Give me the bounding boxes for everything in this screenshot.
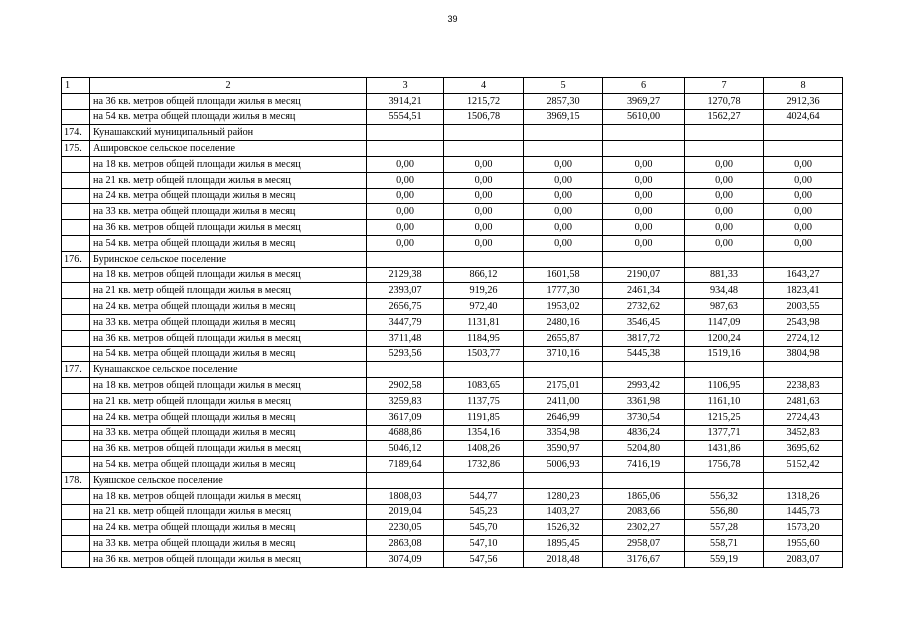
- value-cell: [444, 251, 524, 267]
- value-cell: 934,48: [685, 283, 764, 299]
- value-cell: 2083,07: [764, 551, 843, 567]
- table-row: [62, 172, 843, 188]
- value-cell: [367, 362, 444, 378]
- value-cell: 547,56: [444, 551, 524, 567]
- column-header: 8: [764, 78, 843, 94]
- value-cell: 0,00: [685, 235, 764, 251]
- value-cell: 0,00: [764, 204, 843, 220]
- section-title: Кунашакский муниципальный район: [90, 125, 367, 141]
- value-cell: 0,00: [603, 220, 685, 236]
- value-cell: 3590,97: [524, 441, 603, 457]
- table-row: [62, 93, 843, 109]
- table-row: [62, 299, 843, 315]
- value-cell: 0,00: [524, 172, 603, 188]
- row-number: [62, 457, 90, 473]
- value-cell: [764, 125, 843, 141]
- value-cell: [524, 362, 603, 378]
- section-row: [62, 141, 843, 157]
- value-cell: 0,00: [524, 235, 603, 251]
- table-row: [62, 204, 843, 220]
- value-cell: 1526,32: [524, 520, 603, 536]
- value-cell: 1184,95: [444, 330, 524, 346]
- value-cell: 3969,27: [603, 93, 685, 109]
- row-number: [62, 551, 90, 567]
- section-title: Куяшское сельское поселение: [90, 472, 367, 488]
- value-cell: 3617,09: [367, 409, 444, 425]
- table-row: [62, 235, 843, 251]
- row-number: [62, 393, 90, 409]
- value-cell: 1200,24: [685, 330, 764, 346]
- value-cell: 1280,23: [524, 488, 603, 504]
- value-cell: 1403,27: [524, 504, 603, 520]
- row-number: 176.: [62, 251, 90, 267]
- value-cell: [764, 141, 843, 157]
- row-number: [62, 504, 90, 520]
- value-cell: 2902,58: [367, 378, 444, 394]
- value-cell: 1191,85: [444, 409, 524, 425]
- row-number: [62, 330, 90, 346]
- value-cell: 2238,83: [764, 378, 843, 394]
- value-cell: 1895,45: [524, 536, 603, 552]
- row-number: [62, 156, 90, 172]
- column-header: 5: [524, 78, 603, 94]
- value-cell: 0,00: [444, 235, 524, 251]
- table-row: [62, 378, 843, 394]
- column-header: 2: [90, 78, 367, 94]
- value-cell: [367, 125, 444, 141]
- value-cell: 1137,75: [444, 393, 524, 409]
- value-cell: 5204,80: [603, 441, 685, 457]
- column-header: 7: [685, 78, 764, 94]
- value-cell: 2863,08: [367, 536, 444, 552]
- value-cell: 0,00: [685, 156, 764, 172]
- value-cell: 2302,27: [603, 520, 685, 536]
- value-cell: 1377,71: [685, 425, 764, 441]
- value-cell: 556,80: [685, 504, 764, 520]
- table-row: [62, 156, 843, 172]
- row-number: [62, 93, 90, 109]
- value-cell: 0,00: [603, 204, 685, 220]
- value-cell: 1270,78: [685, 93, 764, 109]
- value-cell: 2481,63: [764, 393, 843, 409]
- row-number: [62, 109, 90, 125]
- table-header-row: [62, 78, 843, 94]
- value-cell: 5554,51: [367, 109, 444, 125]
- value-cell: 2411,00: [524, 393, 603, 409]
- value-cell: 1131,81: [444, 314, 524, 330]
- value-cell: 0,00: [524, 156, 603, 172]
- row-label: на 24 кв. метра общей площади жилья в месяц: [90, 409, 367, 425]
- value-cell: 1408,26: [444, 441, 524, 457]
- value-cell: 2724,43: [764, 409, 843, 425]
- value-cell: 3969,15: [524, 109, 603, 125]
- value-cell: [603, 141, 685, 157]
- value-cell: 558,71: [685, 536, 764, 552]
- value-cell: 1506,78: [444, 109, 524, 125]
- value-cell: [444, 362, 524, 378]
- value-cell: 0,00: [603, 172, 685, 188]
- value-cell: 2732,62: [603, 299, 685, 315]
- row-label: на 33 кв. метра общей площади жилья в месяц: [90, 536, 367, 552]
- value-cell: 5445,38: [603, 346, 685, 362]
- value-cell: [444, 472, 524, 488]
- table-row: [62, 283, 843, 299]
- value-cell: 0,00: [444, 156, 524, 172]
- row-label: на 33 кв. метра общей площади жилья в месяц: [90, 314, 367, 330]
- value-cell: [603, 362, 685, 378]
- value-cell: 0,00: [685, 204, 764, 220]
- value-cell: 7189,64: [367, 457, 444, 473]
- value-cell: 5046,12: [367, 441, 444, 457]
- row-label: на 21 кв. метр общей площади жилья в месяц: [90, 283, 367, 299]
- value-cell: 4836,24: [603, 425, 685, 441]
- row-label: на 33 кв. метра общей площади жилья в месяц: [90, 425, 367, 441]
- value-cell: 0,00: [367, 156, 444, 172]
- value-cell: 2190,07: [603, 267, 685, 283]
- table-row: [62, 220, 843, 236]
- row-number: [62, 204, 90, 220]
- value-cell: 2393,07: [367, 283, 444, 299]
- value-cell: 0,00: [524, 188, 603, 204]
- value-cell: 0,00: [524, 220, 603, 236]
- value-cell: 4688,86: [367, 425, 444, 441]
- value-cell: 2724,12: [764, 330, 843, 346]
- row-label: на 36 кв. метров общей площади жилья в месяц: [90, 220, 367, 236]
- row-label: на 21 кв. метр общей площади жилья в месяц: [90, 393, 367, 409]
- value-cell: 2646,99: [524, 409, 603, 425]
- value-cell: 2175,01: [524, 378, 603, 394]
- value-cell: [524, 125, 603, 141]
- row-number: [62, 441, 90, 457]
- row-number: [62, 425, 90, 441]
- value-cell: 547,10: [444, 536, 524, 552]
- value-cell: [764, 251, 843, 267]
- value-cell: [603, 251, 685, 267]
- value-cell: 3546,45: [603, 314, 685, 330]
- value-cell: 3259,83: [367, 393, 444, 409]
- row-number: [62, 536, 90, 552]
- row-number: [62, 220, 90, 236]
- section-row: [62, 472, 843, 488]
- value-cell: 1445,73: [764, 504, 843, 520]
- table-row: [62, 551, 843, 567]
- value-cell: 2129,38: [367, 267, 444, 283]
- value-cell: 0,00: [764, 235, 843, 251]
- value-cell: 2230,05: [367, 520, 444, 536]
- value-cell: 0,00: [685, 172, 764, 188]
- row-label: на 54 кв. метра общей площади жилья в месяц: [90, 346, 367, 362]
- value-cell: 0,00: [764, 172, 843, 188]
- value-cell: [524, 472, 603, 488]
- value-cell: 0,00: [603, 235, 685, 251]
- table-row: [62, 536, 843, 552]
- value-cell: 0,00: [444, 172, 524, 188]
- value-cell: 1519,16: [685, 346, 764, 362]
- row-number: 174.: [62, 125, 90, 141]
- value-cell: 1955,60: [764, 536, 843, 552]
- value-cell: 5006,93: [524, 457, 603, 473]
- row-label: на 33 кв. метра общей площади жилья в месяц: [90, 204, 367, 220]
- row-number: [62, 283, 90, 299]
- value-cell: 1953,02: [524, 299, 603, 315]
- value-cell: 0,00: [367, 172, 444, 188]
- value-cell: 4024,64: [764, 109, 843, 125]
- value-cell: 3914,21: [367, 93, 444, 109]
- value-cell: 1643,27: [764, 267, 843, 283]
- value-cell: 1503,77: [444, 346, 524, 362]
- value-cell: 557,28: [685, 520, 764, 536]
- value-cell: 3817,72: [603, 330, 685, 346]
- row-number: [62, 299, 90, 315]
- row-label: на 18 кв. метров общей площади жилья в месяц: [90, 156, 367, 172]
- row-number: 177.: [62, 362, 90, 378]
- value-cell: 3074,09: [367, 551, 444, 567]
- value-cell: 2912,36: [764, 93, 843, 109]
- value-cell: 2656,75: [367, 299, 444, 315]
- value-cell: 972,40: [444, 299, 524, 315]
- value-cell: 3452,83: [764, 425, 843, 441]
- value-cell: 1756,78: [685, 457, 764, 473]
- row-label: на 18 кв. метров общей площади жилья в месяц: [90, 267, 367, 283]
- value-cell: 3447,79: [367, 314, 444, 330]
- value-cell: 1215,72: [444, 93, 524, 109]
- value-cell: 1083,65: [444, 378, 524, 394]
- value-cell: [444, 141, 524, 157]
- value-cell: [367, 141, 444, 157]
- value-cell: 0,00: [444, 188, 524, 204]
- value-cell: 559,19: [685, 551, 764, 567]
- table-row: [62, 488, 843, 504]
- value-cell: 556,32: [685, 488, 764, 504]
- value-cell: 1777,30: [524, 283, 603, 299]
- value-cell: 0,00: [444, 220, 524, 236]
- value-cell: [603, 472, 685, 488]
- value-cell: [764, 362, 843, 378]
- row-number: [62, 314, 90, 330]
- value-cell: 5293,56: [367, 346, 444, 362]
- value-cell: 0,00: [685, 220, 764, 236]
- value-cell: 2480,16: [524, 314, 603, 330]
- value-cell: 7416,19: [603, 457, 685, 473]
- value-cell: 1318,26: [764, 488, 843, 504]
- value-cell: 1354,16: [444, 425, 524, 441]
- value-cell: 919,26: [444, 283, 524, 299]
- row-label: на 36 кв. метров общей площади жилья в месяц: [90, 441, 367, 457]
- value-cell: 866,12: [444, 267, 524, 283]
- row-label: на 36 кв. метров общей площади жилья в месяц: [90, 330, 367, 346]
- value-cell: 0,00: [367, 220, 444, 236]
- value-cell: 0,00: [603, 188, 685, 204]
- page-number: 39: [447, 14, 458, 24]
- value-cell: 2003,55: [764, 299, 843, 315]
- value-cell: [603, 125, 685, 141]
- value-cell: 0,00: [444, 204, 524, 220]
- table-row: [62, 504, 843, 520]
- column-header: 1: [62, 78, 90, 94]
- table-row: [62, 109, 843, 125]
- value-cell: 0,00: [367, 235, 444, 251]
- row-number: [62, 346, 90, 362]
- row-label: на 54 кв. метра общей площади жилья в месяц: [90, 109, 367, 125]
- row-label: на 24 кв. метра общей площади жилья в месяц: [90, 188, 367, 204]
- column-header: 6: [603, 78, 685, 94]
- table-row: [62, 267, 843, 283]
- value-cell: 2958,07: [603, 536, 685, 552]
- row-number: [62, 409, 90, 425]
- value-cell: 3730,54: [603, 409, 685, 425]
- row-label: на 36 кв. метров общей площади жилья в месяц: [90, 93, 367, 109]
- value-cell: 2543,98: [764, 314, 843, 330]
- value-cell: 2655,87: [524, 330, 603, 346]
- value-cell: 1431,86: [685, 441, 764, 457]
- value-cell: 3361,98: [603, 393, 685, 409]
- table-row: [62, 330, 843, 346]
- section-row: [62, 125, 843, 141]
- value-cell: 0,00: [764, 156, 843, 172]
- column-header: 3: [367, 78, 444, 94]
- column-header: 4: [444, 78, 524, 94]
- section-title: Кунашакское сельское поселение: [90, 362, 367, 378]
- value-cell: 1601,58: [524, 267, 603, 283]
- value-cell: 2083,66: [603, 504, 685, 520]
- table-row: [62, 393, 843, 409]
- value-cell: 0,00: [524, 204, 603, 220]
- value-cell: 2019,04: [367, 504, 444, 520]
- table-row: [62, 314, 843, 330]
- row-label: на 18 кв. метров общей площади жилья в месяц: [90, 378, 367, 394]
- value-cell: 1106,95: [685, 378, 764, 394]
- value-cell: [367, 472, 444, 488]
- value-cell: 3695,62: [764, 441, 843, 457]
- value-cell: 0,00: [685, 188, 764, 204]
- section-row: [62, 251, 843, 267]
- value-cell: [524, 251, 603, 267]
- value-cell: 545,70: [444, 520, 524, 536]
- row-number: 178.: [62, 472, 90, 488]
- value-cell: 3354,98: [524, 425, 603, 441]
- value-cell: 1562,27: [685, 109, 764, 125]
- value-cell: 3711,48: [367, 330, 444, 346]
- value-cell: 2018,48: [524, 551, 603, 567]
- value-cell: [524, 141, 603, 157]
- tariff-table: [61, 77, 843, 568]
- value-cell: 1823,41: [764, 283, 843, 299]
- value-cell: 545,23: [444, 504, 524, 520]
- value-cell: 1161,10: [685, 393, 764, 409]
- value-cell: 1808,03: [367, 488, 444, 504]
- row-label: на 24 кв. метра общей площади жилья в месяц: [90, 299, 367, 315]
- table-body: [62, 78, 843, 568]
- value-cell: 2461,34: [603, 283, 685, 299]
- row-number: [62, 378, 90, 394]
- row-number: [62, 520, 90, 536]
- value-cell: [685, 141, 764, 157]
- value-cell: [685, 362, 764, 378]
- table-row: [62, 409, 843, 425]
- value-cell: 0,00: [764, 220, 843, 236]
- value-cell: 2993,42: [603, 378, 685, 394]
- value-cell: 1215,25: [685, 409, 764, 425]
- value-cell: 0,00: [764, 188, 843, 204]
- table-row: [62, 457, 843, 473]
- value-cell: [685, 251, 764, 267]
- table-row: [62, 441, 843, 457]
- value-cell: 3804,98: [764, 346, 843, 362]
- value-cell: 5610,00: [603, 109, 685, 125]
- row-label: на 36 кв. метров общей площади жилья в месяц: [90, 551, 367, 567]
- value-cell: 881,33: [685, 267, 764, 283]
- row-number: 175.: [62, 141, 90, 157]
- section-row: [62, 362, 843, 378]
- row-label: на 54 кв. метра общей площади жилья в месяц: [90, 235, 367, 251]
- section-title: Аширoвское сельское поселение: [90, 141, 367, 157]
- row-number: [62, 188, 90, 204]
- value-cell: 987,63: [685, 299, 764, 315]
- value-cell: 1732,86: [444, 457, 524, 473]
- value-cell: 1573,20: [764, 520, 843, 536]
- row-label: на 24 кв. метра общей площади жилья в месяц: [90, 520, 367, 536]
- row-label: на 54 кв. метра общей площади жилья в месяц: [90, 457, 367, 473]
- value-cell: [685, 125, 764, 141]
- row-label: на 21 кв. метр общей площади жилья в месяц: [90, 172, 367, 188]
- section-title: Буринское сельское поселение: [90, 251, 367, 267]
- value-cell: 0,00: [367, 204, 444, 220]
- row-label: на 21 кв. метр общей площади жилья в месяц: [90, 504, 367, 520]
- value-cell: [367, 251, 444, 267]
- value-cell: [685, 472, 764, 488]
- row-number: [62, 235, 90, 251]
- value-cell: 0,00: [603, 156, 685, 172]
- value-cell: 2857,30: [524, 93, 603, 109]
- value-cell: 1147,09: [685, 314, 764, 330]
- value-cell: 5152,42: [764, 457, 843, 473]
- table-row: [62, 188, 843, 204]
- value-cell: [444, 125, 524, 141]
- value-cell: 544,77: [444, 488, 524, 504]
- row-number: [62, 267, 90, 283]
- table-row: [62, 520, 843, 536]
- value-cell: 3176,67: [603, 551, 685, 567]
- table-row: [62, 425, 843, 441]
- value-cell: [764, 472, 843, 488]
- row-number: [62, 488, 90, 504]
- row-number: [62, 172, 90, 188]
- value-cell: 1865,06: [603, 488, 685, 504]
- table-row: [62, 346, 843, 362]
- row-label: на 18 кв. метров общей площади жилья в месяц: [90, 488, 367, 504]
- value-cell: 3710,16: [524, 346, 603, 362]
- value-cell: 0,00: [367, 188, 444, 204]
